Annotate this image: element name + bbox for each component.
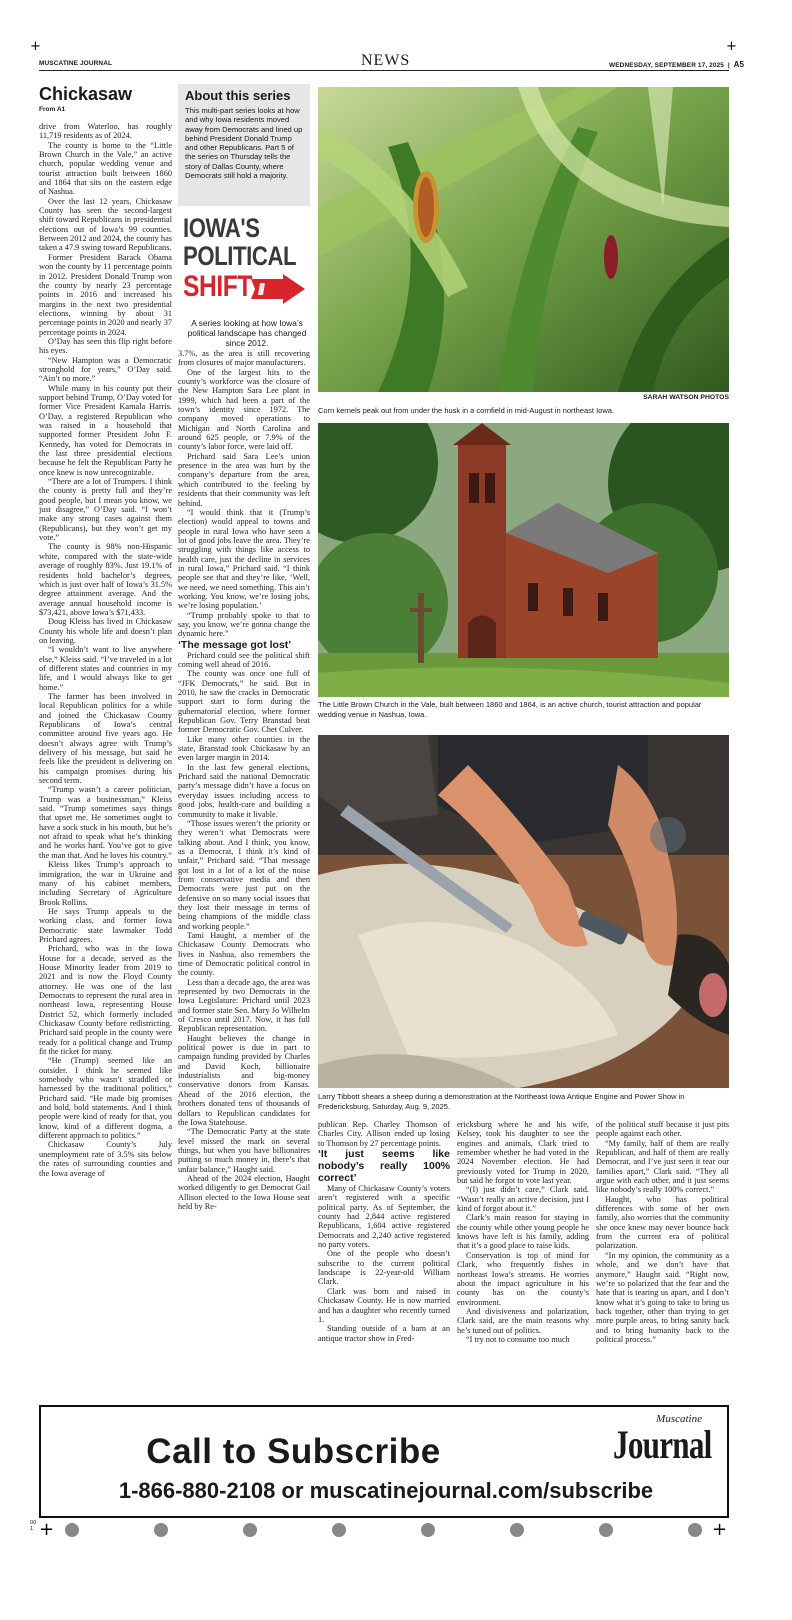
article-paragraph: The farmer has been involved in local Republican politics for a while and joined the Chickasaw County Republicans of Iowa’s central committee around five years ago. He doesn’t always agree with Trump’s delivery of his message, but said he feels like the president is delivering on his campaign promises during his second term. [39, 691, 172, 786]
margin-code: 00 1 [30, 1520, 37, 1532]
article-paragraph: “New Hampton was a Democratic stronghold for years,” O’Day said. “Ain’t no more.” [39, 355, 172, 384]
article-paragraph: “My family, half of them are really Republican, and half of them are really Democrat, and I’ve just seen it tear our families apart,” Clark said. “They all argue with each other, and it just seems like nobody’s really 100% correct.” [596, 1138, 729, 1195]
crop-mark: + [712, 1519, 728, 1540]
photo-credit: SARAH WATSON PHOTOS [643, 394, 729, 401]
article-column-2 [178, 349, 310, 1391]
article-column-1 [39, 122, 172, 1391]
article-paragraph: One of the largest hits to the county’s workforce was the closure of the New Hampton Sara Lee plant in 1999, which had been a part of the town’s identity since 1972. The company moved operations to Michigan and North Carolina and around 625 people, or 7.9% of the county’s labor force, were laid off. [178, 367, 310, 452]
article-paragraph: Less than a decade ago, the area was represented by two Democrats in the Iowa Legislature: Prichard until 2023 and former state Sen. Mary Jo Wilhelm of Cresco until 2017. Now, it has full Republican representation. [178, 977, 310, 1034]
page-number: A5 [733, 60, 744, 69]
ad-title: Call to Subscribe [146, 1432, 441, 1471]
corn-photo [318, 87, 729, 392]
article-paragraph: While many in his county put their support behind Trump, O’Day voted for former Vice President Kamala Harris. O’Day, a registered Republican who was raised in a household that supported former President John F. Kennedy, has voted for Democrats in the last three presidential elections because he felt the Republican Party he once knew is now unrecognizable. [39, 383, 172, 477]
article-paragraph: Over the last 12 years, Chickasaw County has seen the second-largest shift toward Republicans in presidential elections out of Iowa’s 99 counties. Between 2012 and 2024, the county has taken a 47.9 swing toward Republicans. [39, 196, 172, 253]
registration-dot [688, 1523, 702, 1537]
article-paragraph: “Those issues weren’t the priority or they weren’t what Democrats were talking about. And I think, you know, as a Democrat, I think it’s kind of unfair,” Prichard said. “That message got lost in a lot of a lot of the noise from conservative media and then Democrats were just put on the defensive on so many social issues that they lost their message in terms of being champions of the middle class and working people.” [178, 818, 310, 931]
article-paragraph: Kleiss likes Trump’s approach to immigration, the war in Ukraine and many of his cabinet members, including Secretary of Agriculture Brook Rollins. [39, 860, 172, 907]
subscribe-ad[interactable] [39, 1405, 729, 1518]
section-label: NEWS [361, 52, 411, 69]
article-subhead: ‘It just seems like nobody’s really 100% correct’ [318, 1148, 450, 1185]
church-caption: The Little Brown Church in the Vale, built between 1860 and 1864, is an active church, tourist attraction and popular wedding venue in Nashua, Iowa. [318, 700, 702, 719]
registration-dot [243, 1523, 257, 1537]
ad-contact[interactable]: 1-866-880-2108 or muscatinejournal.com/subscribe [118, 1478, 654, 1503]
crop-mark: + [39, 1519, 55, 1540]
crop-mark: + [726, 39, 737, 54]
article-paragraph: Like many other counties in the state, Branstad took Chickasaw by an even larger margin in 2014. [178, 734, 310, 763]
series-box-title: About this series [185, 88, 291, 103]
article-headline: Chickasaw [39, 84, 133, 104]
article-column-3 [318, 1120, 450, 1391]
article-paragraph: The county was once one full of “JFK Democrats,” he said. But in 2010, he saw the cracks in Democratic support start to form during the gubernatorial election, where former Republican Gov. Terry Branstad beat former Democratic Gov. Chet Culver. [178, 669, 310, 735]
article-paragraph: In the last few general elections, Prichard said the national Democratic party’s message didn’t have a focus on everyday issues including access to good jobs, health-care and building a community to make it livable. [178, 762, 310, 819]
article-paragraph: “I would think that it (Trump’s election) would appeal to towns and people in rural Iowa who have seen a lot of good jobs leave the area. They’re struggling with things like access to health care, just the decline in services in rural Iowa,” Prichard said. “I think people see that and they’re like, ‘Well, we need, we need something. This ain’t working. You know, we’re losing jobs, we’re losing population.’ [178, 507, 310, 611]
article-paragraph: Clark was born and raised in Chickasaw County. He is now married and has a daughter who recently turned 1. [318, 1286, 450, 1324]
article-paragraph: “(I) just didn’t care,” Clark said. “Wasn’t really an active decision, just I kind of forgot about it.” [457, 1185, 589, 1214]
publication-name: MUSCATINE JOURNAL [39, 60, 113, 67]
article-paragraph: “In my opinion, the community as a whole, and we don’t have that anymore,” Haught said. “Right now, we’re so polarized that the fear and the hate that is tearing us apart, and I don’t know what it’s going to take to bring us back together, other than trying to get more purple areas, to bring sanity back and to bring humanity back to the political process.” [596, 1250, 729, 1344]
article-paragraph: Prichard, who was in the Iowa House for a decade, served as the House Minority leader from 2019 to 2021 and is now the Floyd County attorney. He was one of the last Democrats to represent the rural area in northeast Iowa, representing House District 52, which formerly included Chickasaw County before redistricting. Prichard said people in the county were ready for a political change and Trump fit the ticket for many. [39, 944, 172, 1057]
article-paragraph: Prichard could see the political shift coming well ahead of 2016. [178, 650, 310, 669]
series-box-body: This multi-part series looks at how and why Iowa residents moved away from Democrats and lined up behind President Donald Trump and other Republicans. Part 5 of the series on Thursday tells the story of Dallas County, where Democrats still hold a majority. [185, 106, 303, 181]
corn-caption: Corn kernels peak out from under the husk in a cornfield in mid-August in northeast Iowa. [318, 406, 614, 415]
article-paragraph: “He (Trump) seemed like an outsider. I think he seemed like somebody who wasn’t straddled or harnessed by the traditional politics,” Prichard said. “He made big promises and bold, bold statements. And I think people were kind of ready for that, you know, kind of a different dogma, a different approach to politics.” [39, 1056, 172, 1141]
article-paragraph: “I try not to consume too much [466, 1334, 570, 1344]
article-paragraph: Standing outside of a barn at an antique tractor show in Fred- [318, 1324, 450, 1343]
article-paragraph: Ahead of the 2024 election, Haught worked diligently to get Democrat Gail Allison elected to the Iowa House seat held by Re- [178, 1173, 310, 1211]
article-paragraph: 3.7%, as the area is still recovering from closures of major manufacturers. [178, 349, 310, 368]
article-paragraph: Tami Haught, a member of the Chickasaw County Democrats who lives in Nashua, also remembers the time of Democratic political control in the county. [178, 930, 310, 978]
logo-line-1: IOWA'S [183, 213, 260, 243]
article-paragraph: O’Day has seen this flip right before his eyes. [39, 336, 172, 356]
article-paragraph: Former President Barack Obama won the county by 11 percentage points in 2012. President Donald Trump won the county by nearly 23 percentage points in 2016 and increased his margins in the next two presidential elections, winning by about 31 percentage points in 2020 and nearly 37 percentage points in 2024. [39, 252, 172, 337]
article-paragraph: The county is 98% non-Hispanic white, compared with the state-wide average of roughly 83%. Just 19.1% of residents hold bachelor’s degrees, which is just over half of Iowa’s 31.5% degree attainment average. And the average annual household income is $73,421, above Iowa’s $71,433. [39, 542, 172, 617]
header-rule [39, 70, 729, 71]
registration-dot [421, 1523, 435, 1537]
article-paragraph: Haught believes the change in political power is due in part to campaign funding provided by Charles and David Koch, billionaire industrialists and big-money conservative donors from Kansas. Ahead of the 2016 election, the brothers donated tens of thousands of dollars to Republican candidates for the Iowa Statehouse. [178, 1033, 310, 1127]
article-paragraph: “The Democratic Party at the state level missed the mark on several things, but when you have billionaires putting so much money in, there’s that unfair balance,” Haught said. [178, 1127, 310, 1174]
article-paragraph: And divisiveness and polarization, Clark said, are the main reasons why he’s tuned out of politics. [457, 1306, 589, 1335]
article-paragraph: of the political stuff because it just pits people against each other. [596, 1120, 729, 1139]
article-paragraph: ericksburg where he and his wife, Kelsey, took his daughter to see the engines and animals, Clark tried to remember whether he had voted in the 2024 November election. He had previously voted for Trump in 2020, but said he forgot to vote last year. [457, 1120, 589, 1186]
date-text: WEDNESDAY, SEPTEMBER 17, 2025 [609, 62, 725, 69]
article-paragraph: Many of Chickasaw County’s voters aren’t registered with a specific political party. As of September, the county had 2,844 active registered Republicans, 1,604 active registered Democrats and 2,240 active registered no party voters. [318, 1184, 450, 1250]
arrow-icon [249, 274, 307, 304]
registration-dot [510, 1523, 524, 1537]
series-box [178, 84, 310, 206]
registration-dot [65, 1523, 79, 1537]
header-date: WEDNESDAY, SEPTEMBER 17, 2025 | A5 [609, 60, 744, 69]
series-tagline: A series looking at how Iowa’s political landscape has changed since 2012. [187, 318, 307, 348]
registration-dot [154, 1523, 168, 1537]
sheep-caption: Larry Tibbott shears a sheep during a demonstration at the Northeast Iowa Antique Engine and Power Show in Fredericksburg, Saturday, Aug. 9, 2025. [318, 1092, 685, 1111]
article-paragraph: The county is home to the “Little Brown Church in the Vale,” an active church, popular wedding venue and tourist attraction built between 1860 and 1864 that sits on the eastern edge of Nashua. [39, 140, 172, 197]
crop-mark: + [30, 39, 41, 54]
logo-script: Muscatine [656, 1413, 702, 1425]
article-paragraph: Clark’s main reason for staying in the county while other young people he knows have left is his family, adding that it’s a good place to raise kids. [457, 1213, 589, 1251]
registration-dot [599, 1523, 613, 1537]
logo-line-2: POLITICAL [183, 241, 297, 271]
article-paragraph: Chickasaw County’s July unemployment rate of 3.5% sits below the rates of surrounding counties and the Iowa average of [39, 1140, 172, 1178]
logo-wordmark: Journal [613, 1422, 712, 1467]
church-photo [318, 423, 729, 697]
journal-logo [613, 1413, 728, 1467]
article-paragraph: “There are a lot of Trumpers. I think the county is pretty full and they’re good people, but I mean you know, we just disagree,” O’Day said. “I won’t make any strong cases against them (Republicans), but they won’t get my vote.” [39, 477, 172, 543]
article-paragraph: Haught, who has political differences with some of her own family, also worries that the community she once knew may never bounce back from the current era of political polarization. [596, 1194, 729, 1251]
article-subhead: ‘The message got lost’ [178, 638, 292, 651]
article-paragraph: “Trump wasn’t a career politician, Trump was a businessman,” Kleiss said. “Trump sometimes says things that upset me. He sometimes ought to have a sock stuck in his mouth, but he’s not afraid to speak what he’s thinking and he works hard. You’ve got to give the man that. And he loves his country.” [39, 785, 172, 860]
article-paragraph: “I wouldn’t want to live anywhere else,” Kleiss said. “I’ve traveled in a lot of different states and countries in my life, and I would always like to get home.” [39, 645, 172, 692]
article-paragraph: Doug Kleiss has lived in Chickasaw County his whole life and doesn’t plan on leaving. [39, 617, 172, 645]
registration-dot [332, 1523, 346, 1537]
article-paragraph: One of the people who doesn’t subscribe to the current political landscape is 22-year-old William Clark. [318, 1249, 450, 1287]
article-paragraph: Prichard said Sara Lee’s union presence in the area was hurt by the company’s departure from the area, which contributed to the feeling by residents that their community was left behind. [178, 451, 310, 508]
article-column-4 [457, 1120, 589, 1391]
article-paragraph: He says Trump appeals to the working class, and former Iowa Democratic state lawmaker Todd Prichard agrees. [39, 906, 172, 944]
article-paragraph: drive from Waterloo, has roughly 11,719 residents as of 2024. [39, 122, 172, 141]
article-paragraph: Conservation is top of mind for Clark, who frequently fishes in northeast Iowa’s streams. He worries about the impact agriculture in his county has on the county’s environment. [457, 1250, 589, 1307]
logo-line-3: SHIFT [183, 270, 253, 303]
sheep-photo [318, 735, 729, 1088]
article-paragraph: “Trump probably spoke to that to say, you know, we’re gonna change the dynamic here.” [178, 610, 310, 639]
article-column-5 [596, 1120, 729, 1391]
article-paragraph: publican Rep. Charley Thomson of Charles City. Allison ended up losing to Thomson by 27 percentage points. [318, 1120, 450, 1148]
jump-from-line: From A1 [39, 106, 66, 113]
